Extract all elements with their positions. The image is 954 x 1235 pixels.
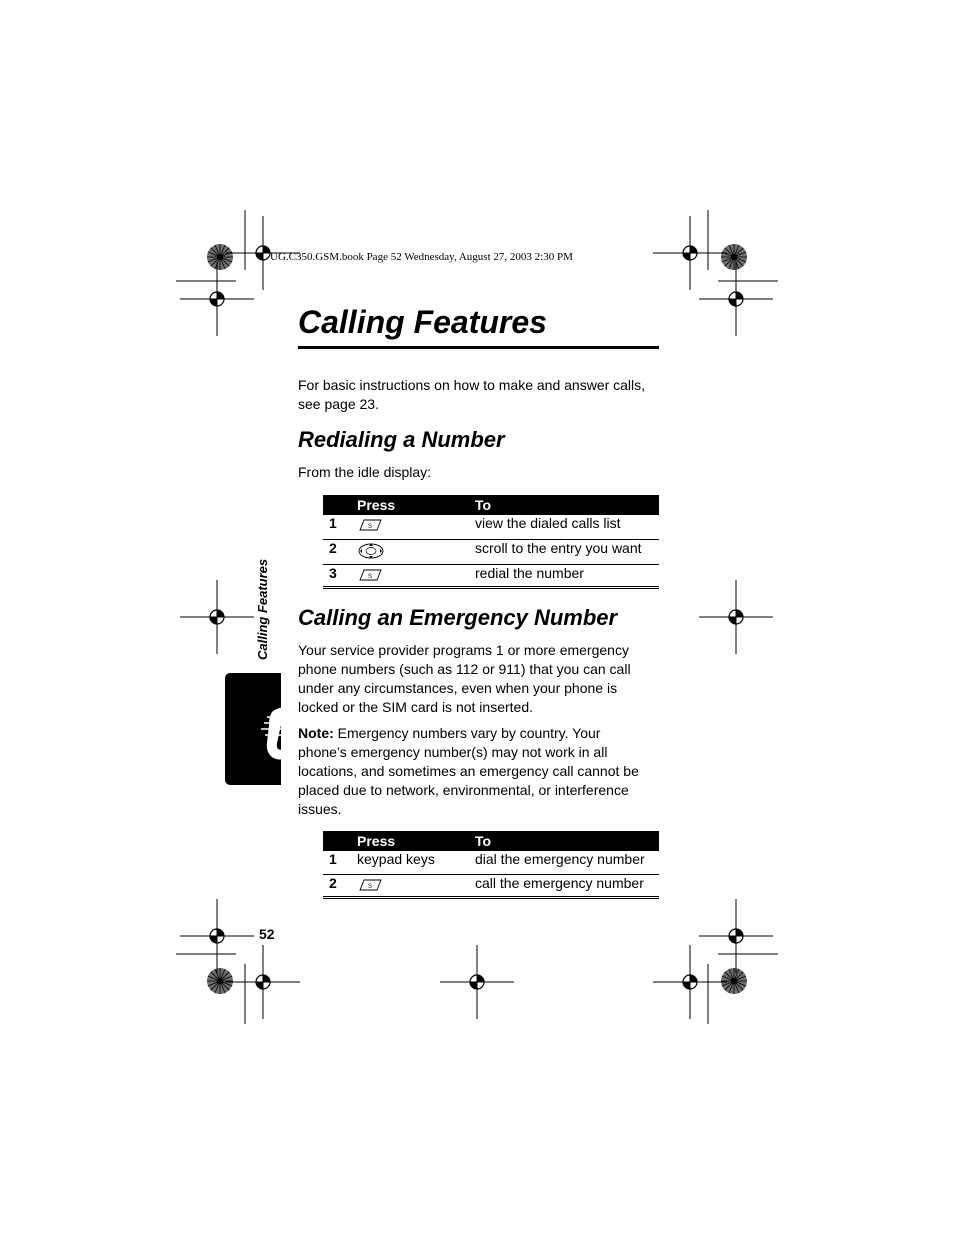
press-cell: keypad keys [357,851,475,874]
svg-text:S: S [367,573,373,580]
note-text: Emergency numbers vary by country. Your phone’s emergency number(s) may not work in all locations, and sometimes an emergency call cannot be placed due to network, environmental, or interference issues. [298,725,639,817]
to-cell: view the dialed calls list [475,515,659,539]
print-header: UG.C350.GSM.book Page 52 Wednesday, August 27, 2003 2:30 PM [270,251,573,263]
press-cell [357,515,475,539]
header-press: Press [357,495,475,515]
to-cell: call the emergency number [475,874,659,897]
table-row [323,515,659,539]
to-cell: dial the emergency number [475,851,659,874]
send-key-icon [357,518,383,532]
to-cell: scroll to the entry you want [475,539,659,564]
note-label: Note: [298,725,334,741]
header-to: To [475,495,659,515]
nav-scroll-key-icon [357,542,385,560]
send-key-icon [357,568,383,582]
side-section-label [252,548,272,660]
page-number: 52 [259,926,275,942]
phone-handset-icon [225,673,281,785]
table-row [323,539,659,564]
svg-text:S: S [367,524,373,530]
header-to: To [475,831,659,851]
step-number: 3 [323,564,357,587]
step-number: 2 [323,539,357,564]
title-rule [298,346,659,349]
table-row [323,874,659,897]
press-cell [357,874,475,897]
redial-heading: Redialing a Number [298,427,505,452]
step-number: 2 [323,874,357,897]
header-spacer [323,831,357,851]
press-cell [357,539,475,564]
table-header-row [323,495,659,515]
header-spacer [323,495,357,515]
send-key-icon [357,878,383,892]
to-cell: redial the number [475,564,659,587]
emergency-paragraph: Your service provider programs 1 or more emergency phone numbers (such as 112 or 911) that you can call under any circumstances, even when your phone is locked or the SIM card is not inserted. [298,642,631,715]
svg-text:S: S [367,883,373,890]
header-press: Press [357,831,475,851]
emergency-table [323,831,659,899]
emergency-note [298,724,643,819]
step-number: 1 [323,515,357,539]
side-section-label-text: Calling Features [255,558,270,660]
table-row [323,564,659,587]
press-cell [357,564,475,587]
redial-lead: From the idle display: [298,464,432,480]
step-number: 1 [323,851,357,874]
page-title: Calling Features [298,304,547,340]
emergency-heading: Calling an Emergency Number [298,605,618,630]
intro-paragraph: For basic instructions on how to make and answer calls, see page 23. [298,377,646,412]
table-row [323,851,659,874]
side-tab [225,673,281,785]
table-header-row [323,831,659,851]
redial-table [323,495,659,589]
